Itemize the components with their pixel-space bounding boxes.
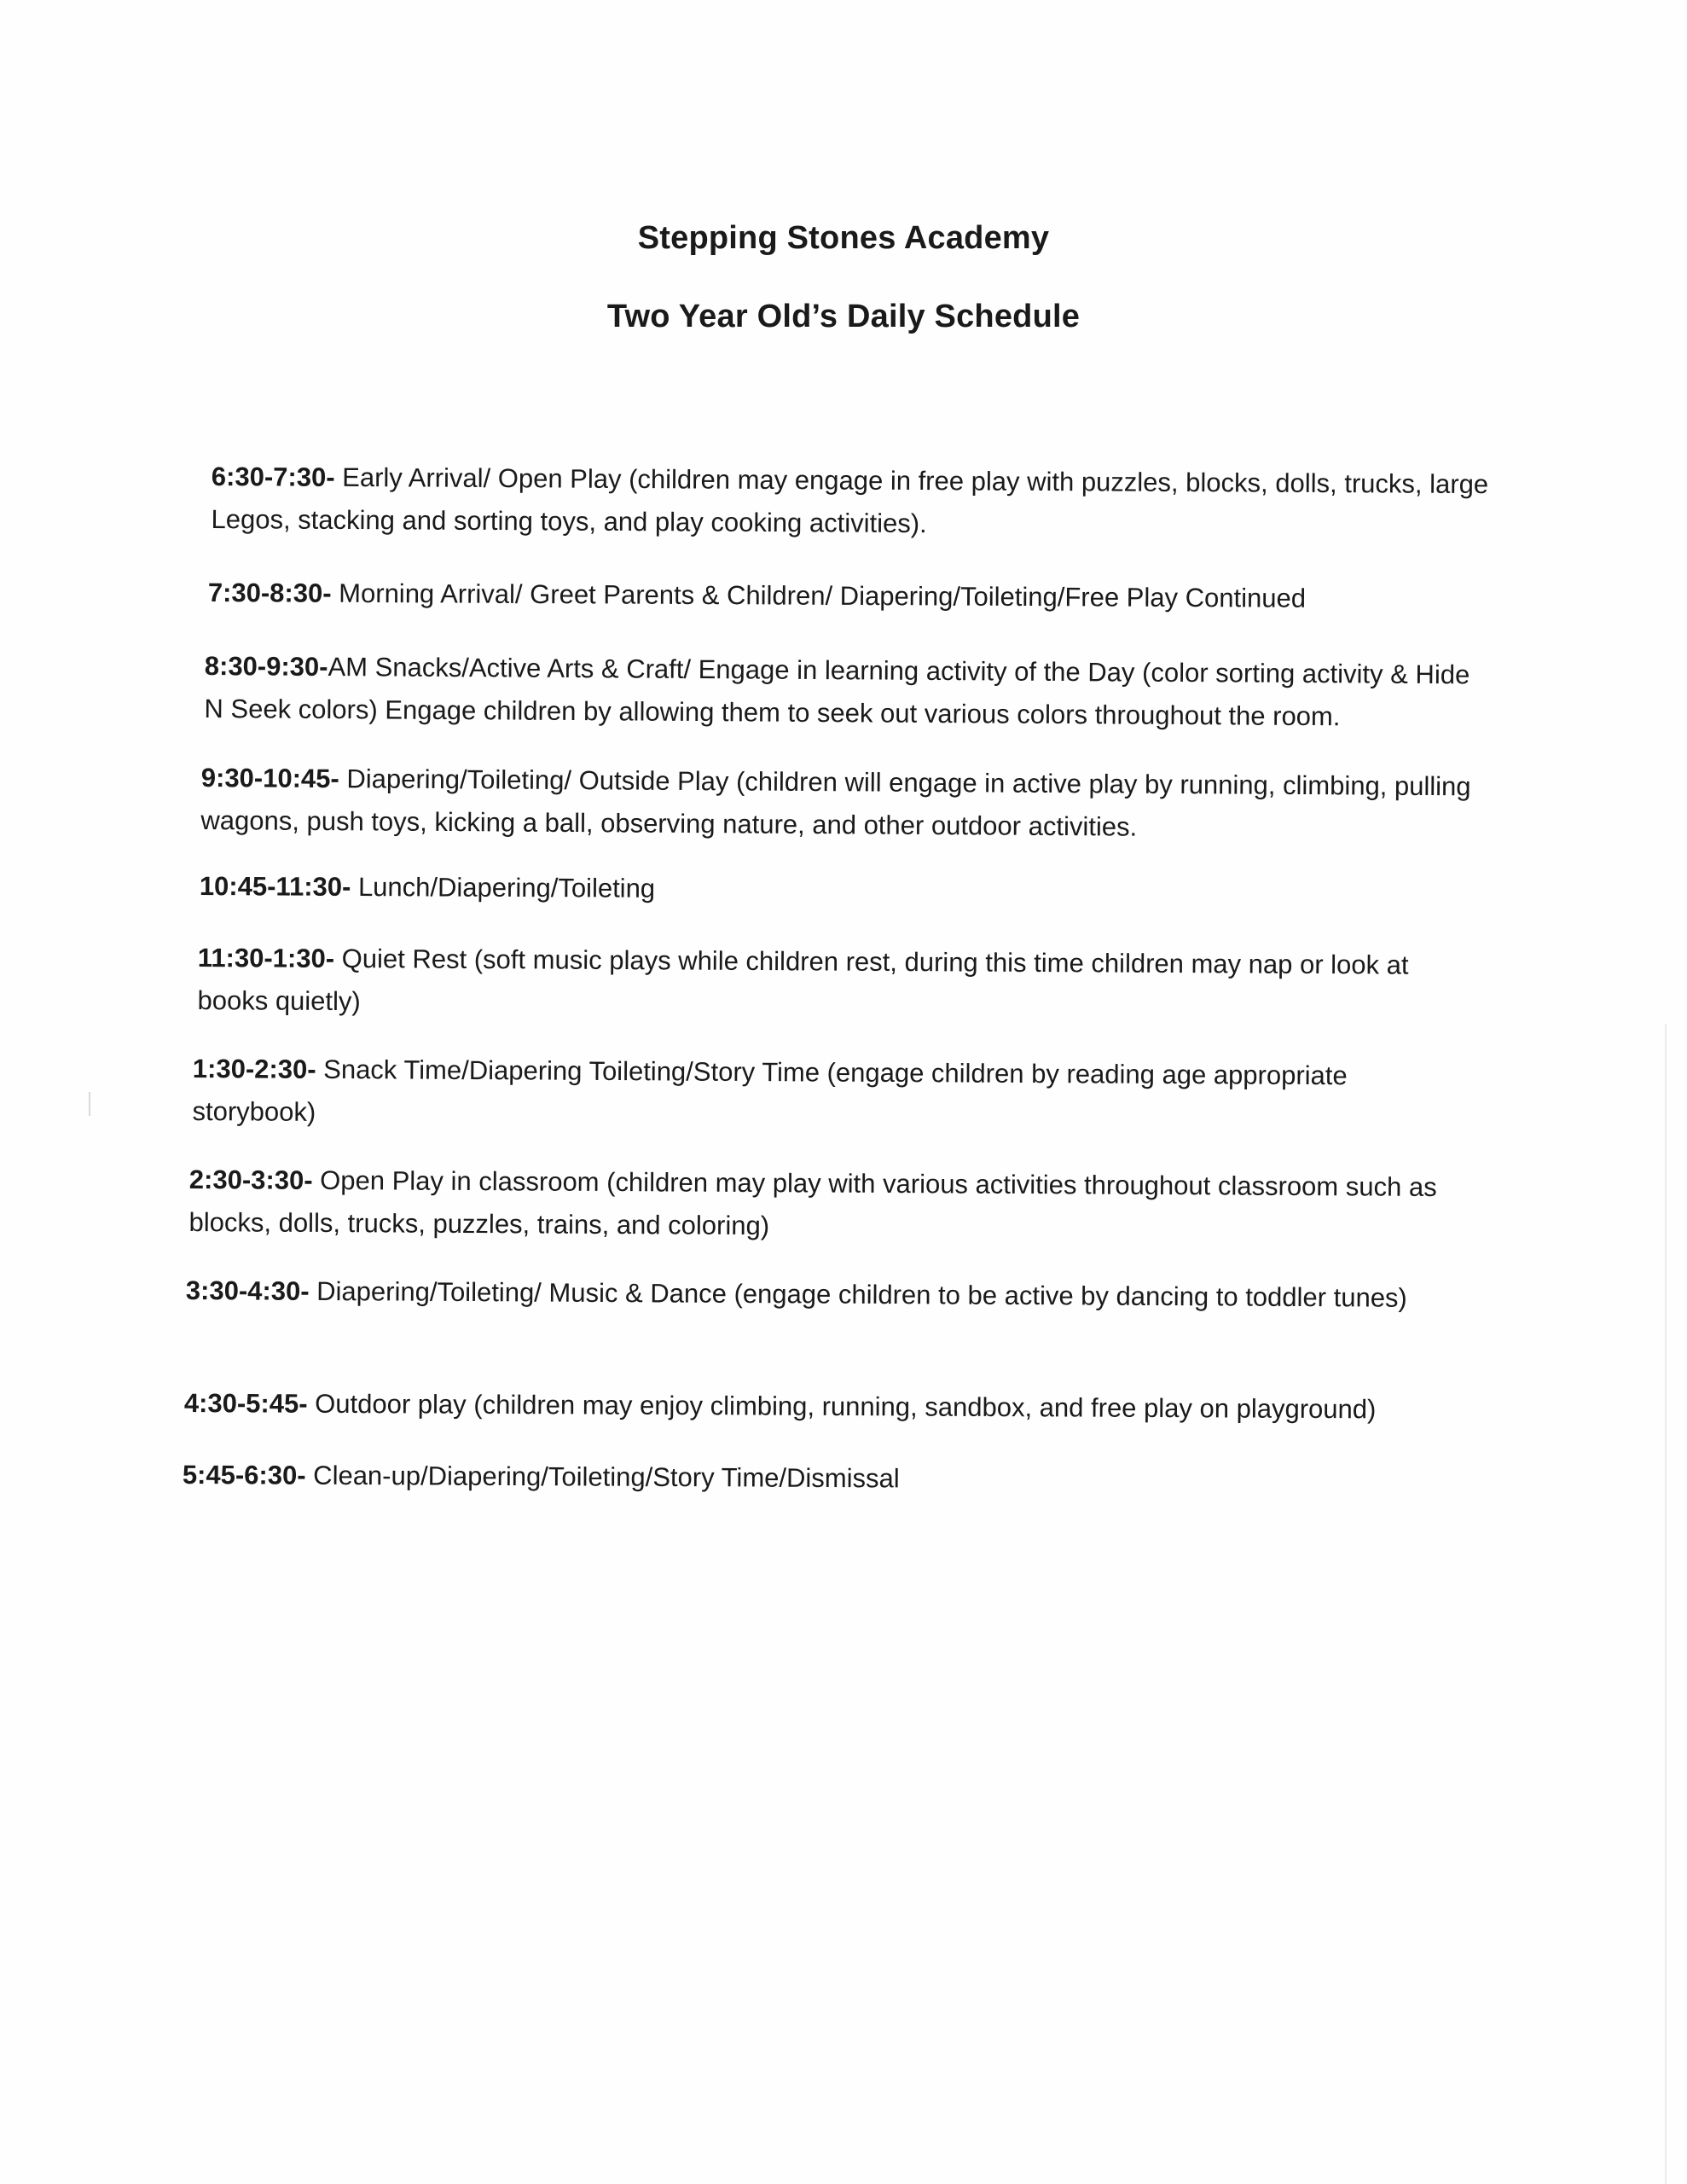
schedule-time: 9:30-10:45- [200,762,339,794]
schedule-entry [208,572,1487,621]
schedule-description: Diapering/Toileting/ Outside Play (children will engage in active play by running, climbing, pulling wagons, push toys, kicking a ball, observing nature, and other outdoor activities. [200,764,1471,842]
schedule-description: Open Play in classroom (children may play with various activities throughout classroom such as blocks, dolls, trucks, puzzles, trains, and coloring) [188,1165,1437,1241]
schedule-description: Morning Arrival/ Greet Parents & Children/ Diapering/Toileting/Free Play Continued [331,578,1307,613]
schedule-entry [192,1048,1472,1141]
scan-artifact [1665,1024,1667,2184]
schedule-entry [183,1454,1462,1503]
schedule-time: 3:30-4:30- [185,1275,310,1306]
schedule-description: Diapering/Toileting/ Music & Dance (engage children to be active by dancing to toddler tunes) [309,1275,1407,1313]
schedule-entry [200,865,1479,915]
document-title: Stepping Stones Academy [637,220,1050,256]
schedule-description: Early Arrival/ Open Play (children may engage in free play with puzzles, blocks, dolls, trucks, large Legos, stacking and sorting toys, and play cooking activities). [211,462,1489,539]
schedule-description: Clean-up/Diapering/Toileting/Story Time/Dismissal [305,1460,900,1494]
schedule-time: 2:30-3:30- [188,1164,313,1195]
schedule-entry [197,937,1477,1030]
schedule-time: 1:30-2:30- [192,1053,316,1084]
schedule-time: 11:30-1:30- [197,942,335,973]
schedule-description: Snack Time/Diapering Toileting/Story Time (engage children by reading age appropriate storybook) [192,1054,1348,1127]
schedule-description: Lunch/Diapering/Toileting [351,871,656,903]
schedule-entry [184,1382,1464,1432]
scan-artifact [89,1092,90,1116]
schedule-time: 5:45-6:30- [182,1459,306,1490]
schedule-entry [211,456,1491,549]
schedule-time: 10:45-11:30- [199,870,351,902]
document-subtitle: Two Year Old’s Daily Schedule [606,299,1081,334]
schedule-description: Outdoor play (children may enjoy climbing, running, sandbox, and free play on playground) [307,1388,1377,1425]
schedule-entry [186,1269,1465,1320]
schedule-description: Quiet Rest (soft music plays while children rest, during this time children may nap or look at books quietly) [197,943,1409,1017]
schedule-description: AM Snacks/Active Arts & Craft/ Engage in learning activity of the Day (color sorting activity & Hide N Seek colors) Engage children by allowing them to seek out various colors throughout the room. [204,652,1470,732]
schedule-time: 8:30-9:30- [204,650,328,682]
schedule-entry [204,645,1484,739]
schedule-time: 4:30-5:45- [183,1387,308,1419]
schedule-entry [200,757,1481,851]
schedule-entry [188,1159,1469,1252]
schedule-time: 6:30-7:30- [211,461,335,492]
schedule-time: 7:30-8:30- [207,577,332,608]
